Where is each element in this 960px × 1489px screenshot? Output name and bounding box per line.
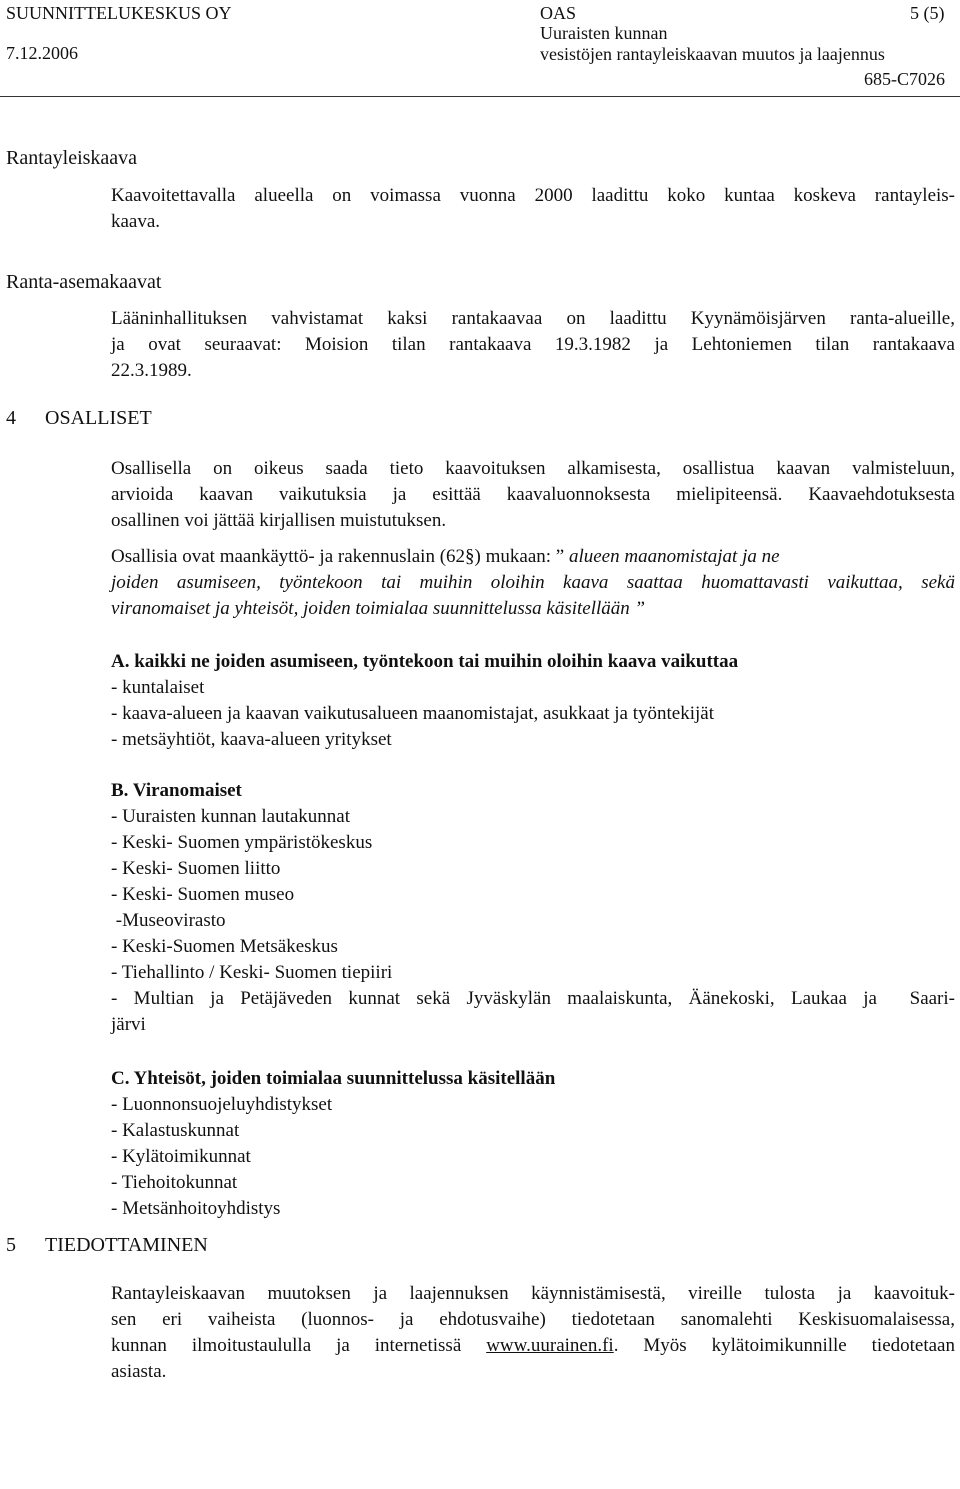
list-item: - Luonnonsuojeluyhdistykset (111, 1094, 333, 1115)
list-item: - Multian ja Petäjäveden kunnat sekä Jyväskylän maalaiskunta, Äänekoski, Laukaa ja Saari- (111, 988, 955, 1009)
group-c (111, 1066, 955, 1222)
section4-paragraph2 (111, 544, 955, 622)
ranta-asemakaavat-line3: 22.3.1989. (111, 360, 192, 381)
heading-rantayleiskaava: Rantayleiskaava (6, 147, 138, 169)
header-title-line1: Uuraisten kunnan (540, 23, 668, 43)
header-date: 7.12.2006 (6, 43, 78, 63)
ranta-asemakaavat-paragraph (111, 306, 955, 384)
list-item: - kuntalaiset (111, 677, 205, 698)
section4-p2-line2: joiden asumiseen, työntekoon tai muihin oloihin kaava saattaa huomattavasti vaikuttaa, sekä (111, 572, 955, 593)
list-item: - Keski- Suomen ympäristökeskus (111, 832, 373, 853)
list-item: - Metsänhoitoyhdistys (111, 1198, 281, 1219)
section4-p1-line3: osallinen voi jättää kirjallisen muistutuksen. (111, 510, 447, 531)
section4-p1-line2: arvioida kaavan vaikutuksia ja esittää kaavaluonnoksesta mielipiteensä. Kaavaehdotuksesta (111, 484, 955, 505)
rantayleiskaava-line1: Kaavoitettavalla alueella on voimassa vuonna 2000 laadittu koko kuntaa koskeva rantayleis- (111, 185, 955, 206)
list-item: - Keski- Suomen liitto (111, 858, 281, 879)
group-c-title: C. Yhteisöt, joiden toimialaa suunnittelussa käsitellään (111, 1068, 556, 1089)
section5-line3-pre: kunnan ilmoitustaululla ja internetissä (111, 1335, 487, 1356)
group-b-title: B. Viranomaiset (111, 780, 242, 801)
header-project-code: 685-C7026 (864, 69, 945, 89)
section4-paragraph1 (111, 456, 955, 534)
section4-p1-line1: Osallisella on oikeus saada tieto kaavoituksen alkamisesta, osallistua kaavan valmisteluun, (111, 458, 955, 479)
uurainen-website-link[interactable]: www.uurainen.fi (486, 1335, 614, 1356)
list-item: - Keski- Suomen museo (111, 884, 295, 905)
list-item: - Uuraisten kunnan lautakunnat (111, 806, 351, 827)
section5-line3 (111, 1333, 955, 1359)
section5-number: 5 (6, 1234, 16, 1256)
group-b (111, 778, 955, 1038)
header-company: SUUNNITTELUKESKUS OY (6, 3, 232, 23)
group-a-title: A. kaikki ne joiden asumiseen, työntekoon tai muihin oloihin kaava vaikuttaa (111, 651, 739, 672)
list-item: - Kylätoimikunnat (111, 1146, 251, 1167)
ranta-asemakaavat-line2: ja ovat seuraavat: Moision tilan rantakaava 19.3.1982 ja Lehtoniemen tilan rantakaava (111, 334, 955, 355)
rantayleiskaava-line2: kaava. (111, 211, 161, 232)
list-item: - Keski-Suomen Metsäkeskus (111, 936, 338, 957)
header-divider (0, 96, 960, 97)
header-title-line2: vesistöjen rantayleiskaavan muutos ja laajennus (540, 44, 885, 64)
list-item: - Tiehoitokunnat (111, 1172, 238, 1193)
header-doc-type: OAS (540, 3, 577, 23)
list-item: - kaava-alueen ja kaavan vaikutusalueen maanomistajat, asukkaat ja työntekijät (111, 703, 714, 724)
section5-paragraph (111, 1281, 955, 1385)
section4-number: 4 (6, 407, 16, 429)
section5-line4: asiasta. (111, 1361, 167, 1382)
section4-p2-line1-italic: alueen maanomistajat ja ne (564, 546, 780, 567)
section5-line2: sen eri vaiheista (luonnos- ja ehdotusvaihe) tiedotetaan sanomalehti Keskisuomalaisessa, (111, 1309, 955, 1330)
section4-p2-line3: viranomaiset ja yhteisöt, joiden toimialaa suunnittelussa käsitellään ” (111, 598, 646, 619)
ranta-asemakaavat-line1: Lääninhallituksen vahvistamat kaksi rantakaavaa on laadittu Kyynämöisjärven ranta-alueille, (111, 308, 955, 329)
list-item: järvi (111, 1014, 146, 1035)
list-item: - Kalastuskunnat (111, 1120, 240, 1141)
group-a (111, 649, 955, 753)
rantayleiskaava-paragraph (111, 183, 955, 235)
section5-line3-post: . Myös kylätoimikunnille tiedotetaan (613, 1335, 955, 1356)
header-page-number: 5 (5) (910, 3, 945, 23)
list-item: -Museovirasto (111, 910, 226, 931)
section4-title: OSALLISET (45, 407, 152, 429)
section4-p2-line1 (111, 544, 955, 570)
section4-p2-line1-plain: Osallisia ovat maankäyttö- ja rakennuslain (62§) mukaan: ” (111, 546, 565, 567)
list-item: - Tiehallinto / Keski- Suomen tiepiiri (111, 962, 393, 983)
section5-title: TIEDOTTAMINEN (45, 1234, 208, 1256)
heading-ranta-asemakaavat: Ranta-asemakaavat (6, 271, 162, 293)
section5-line1: Rantayleiskaavan muutoksen ja laajennuksen käynnistämisestä, vireille tulosta ja kaavoituk- (111, 1283, 955, 1304)
list-item: - metsäyhtiöt, kaava-alueen yritykset (111, 729, 392, 750)
